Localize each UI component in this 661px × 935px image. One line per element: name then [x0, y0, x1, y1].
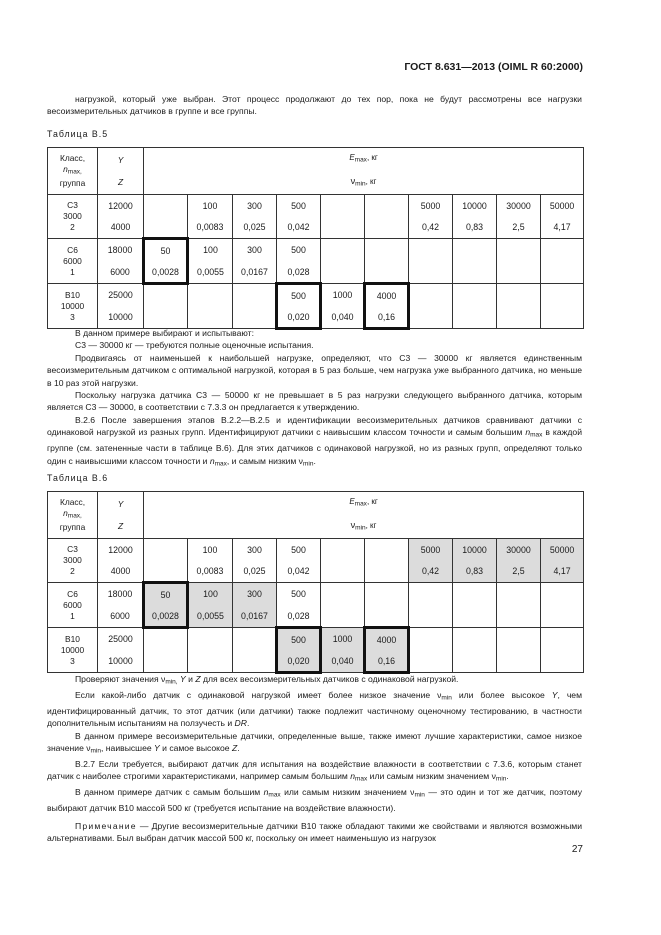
vmin-cell: 2,5 — [497, 216, 541, 239]
table-row — [48, 216, 584, 239]
emax-cell: 100 — [188, 195, 233, 217]
z-cell: 4000 — [98, 216, 144, 239]
vmin-cell — [188, 650, 233, 673]
emax-cell: 4000 — [365, 284, 409, 307]
emax-cell: 50000 — [541, 195, 584, 217]
class-group-cell: B10 10000 3 — [48, 284, 98, 329]
document-header: ГОСТ 8.631—2013 (OIML R 60:2000) — [404, 61, 583, 73]
table6-caption: Таблица В.6 — [47, 473, 109, 483]
vmin-cell: 0,0055 — [188, 261, 233, 284]
emax-cell — [497, 583, 541, 606]
vmin-cell: 0,042 — [277, 216, 321, 239]
vmin-cell — [144, 216, 188, 239]
end-text — [47, 673, 582, 844]
vmin-cell — [233, 306, 277, 329]
emax-cell — [409, 583, 453, 606]
emax-cell: 300 — [233, 195, 277, 217]
table-b6 — [47, 491, 584, 674]
vmin-cell — [144, 650, 188, 673]
vmin-cell — [188, 306, 233, 329]
y-cell: 12000 — [98, 195, 144, 217]
vmin-cell — [409, 261, 453, 284]
vmin-cell — [453, 605, 497, 628]
emax-cell — [233, 284, 277, 307]
emax-cell — [497, 628, 541, 651]
emax-cell: 100 — [188, 583, 233, 606]
vmin-cell: 0,025 — [233, 216, 277, 239]
z-cell: 6000 — [98, 605, 144, 628]
class-header: Класс, $n_{max,}$ группа — [48, 492, 98, 539]
vmin-cell — [453, 650, 497, 673]
emax-cell — [453, 284, 497, 307]
emax-cell: 500 — [277, 284, 321, 307]
emax-cell: 100 — [188, 239, 233, 262]
emax-cell: 50000 — [541, 539, 584, 561]
emax-cell — [365, 195, 409, 217]
emax-cell — [453, 583, 497, 606]
vmin-cell — [365, 560, 409, 583]
intro-paragraph — [47, 93, 582, 118]
vmin-cell: 0,42 — [409, 560, 453, 583]
page-number: 27 — [571, 844, 583, 855]
class-header: Класс, $n_{max,}$ группа — [48, 148, 98, 195]
mid-p1: В данном примере выбирают и испытывают: — [75, 328, 255, 338]
note-paragraph: Примечание — Другие весоизмерительные датчики B10 также обладают такими же свойствами и являются возможными альтернативами. Был выбран датчик массой 500 кг, поскольку он имеет наименьшую из нагрузок — [47, 820, 582, 843]
vmin-cell — [144, 306, 188, 329]
table-row — [48, 583, 584, 606]
end-p2: Если какой-либо датчик с одинаковой нагрузкой имеет более низкое значение $\nu_{min}$ или более высокое Y, чем идентифицированный датчик, то этот датчик (или датчики) также подлежит частичному оценочному тестированию, в частности дополнительным испытаниям на ползучесть и DR. — [47, 689, 582, 729]
emax-cell — [321, 239, 365, 262]
emax-cell: 300 — [233, 539, 277, 561]
vmin-cell: 0,0028 — [144, 261, 188, 284]
emax-cell — [409, 628, 453, 651]
vmin-cell: 0,16 — [365, 306, 409, 329]
emax-cell: 1000 — [321, 628, 365, 651]
table-b5 — [47, 147, 584, 330]
class-group-cell: C3 3000 2 — [48, 195, 98, 239]
class-group-cell: C6 6000 1 — [48, 239, 98, 284]
y-cell: 18000 — [98, 583, 144, 606]
yz-header: Y Z — [98, 148, 144, 195]
vmin-cell — [541, 261, 584, 284]
emax-vmin-header: $E_{max}$, кг $\nu_{min}$, кг — [144, 492, 584, 539]
y-cell: 25000 — [98, 284, 144, 307]
vmin-cell — [453, 306, 497, 329]
vmin-cell — [541, 650, 584, 673]
emax-cell: 50 — [144, 583, 188, 606]
vmin-cell: 0,020 — [277, 306, 321, 329]
vmin-cell — [409, 605, 453, 628]
emax-cell: 500 — [277, 583, 321, 606]
emax-cell — [365, 239, 409, 262]
vmin-cell — [453, 261, 497, 284]
emax-cell — [321, 583, 365, 606]
vmin-cell — [233, 650, 277, 673]
emax-cell — [144, 284, 188, 307]
emax-cell — [541, 583, 584, 606]
vmin-cell: 0,0083 — [188, 560, 233, 583]
mid-p4: Поскольку нагрузка датчика С3 — 50000 кг не превышает в 5 раз нагрузки следующего выбранного датчика, которым является С3 — 30000, в соответствии с 7.3.3 он предлагается к утверждению. — [47, 390, 582, 413]
vmin-cell — [365, 216, 409, 239]
vmin-cell — [497, 605, 541, 628]
emax-cell: 500 — [277, 239, 321, 262]
emax-cell — [541, 239, 584, 262]
vmin-cell: 0,0083 — [188, 216, 233, 239]
table-row — [48, 261, 584, 284]
end-p3: В данном примере весоизмерительные датчики, определенные выше, также имеют лучшие характеристики, самое низкое значение $\nu_{min}$, наивысшее Y и самое высокое Z. — [47, 730, 582, 755]
emax-cell: 500 — [277, 628, 321, 651]
z-cell: 10000 — [98, 306, 144, 329]
vmin-cell — [409, 306, 453, 329]
emax-cell: 5000 — [409, 539, 453, 561]
vmin-cell — [321, 261, 365, 284]
table6-header — [48, 492, 584, 539]
vmin-cell: 0,0167 — [233, 605, 277, 628]
vmin-cell: 2,5 — [497, 560, 541, 583]
emax-cell: 500 — [277, 195, 321, 217]
emax-cell: 10000 — [453, 195, 497, 217]
vmin-cell: 4,17 — [541, 216, 584, 239]
z-cell: 4000 — [98, 560, 144, 583]
table-row — [48, 605, 584, 628]
vmin-cell: 0,025 — [233, 560, 277, 583]
emax-cell — [453, 628, 497, 651]
vmin-cell: 0,028 — [277, 605, 321, 628]
end-p1: Проверяют значения $\nu_{min,}$ Y и Z для всех весоизмерительных датчиков с одинаковой нагрузкой. — [75, 674, 459, 686]
vmin-cell: 0,42 — [409, 216, 453, 239]
yz-header: Y Z — [98, 492, 144, 539]
table-row — [48, 195, 584, 217]
end-p5: В данном примере датчик с самым большим $n_{max}$ или самым низким значением $\nu_{min}$ — это один и тот же датчик, поэтому выбирают датчик B10 массой 500 кг (требуется испытание на воздействие влажности). — [47, 787, 582, 814]
vmin-cell — [497, 650, 541, 673]
emax-cell — [365, 583, 409, 606]
emax-cell — [409, 284, 453, 307]
vmin-cell: 0,0167 — [233, 261, 277, 284]
vmin-cell: 0,0028 — [144, 605, 188, 628]
table5-header — [48, 148, 584, 195]
emax-cell — [541, 628, 584, 651]
middle-text — [47, 327, 582, 470]
y-cell: 18000 — [98, 239, 144, 262]
emax-cell: 4000 — [365, 628, 409, 651]
emax-cell — [497, 284, 541, 307]
vmin-cell: 4,17 — [541, 560, 584, 583]
emax-cell — [144, 539, 188, 561]
end-p4: В.2.7 Если требуется, выбирают датчик для испытания на воздействие влажности в соответствии с 7.3.6, которым станет датчик с наиболее строгими характеристиками, например самым большим $n_{max}$ или самым низким значением $\nu_{min}$. — [47, 758, 582, 783]
vmin-cell — [365, 261, 409, 284]
emax-cell — [188, 628, 233, 651]
emax-cell: 50 — [144, 239, 188, 262]
vmin-cell — [321, 560, 365, 583]
emax-cell: 300 — [233, 583, 277, 606]
emax-cell — [409, 239, 453, 262]
z-cell: 6000 — [98, 261, 144, 284]
mid-p5: В.2.6 После завершения этапов В.2.2—В.2.5 и идентификации весоизмерительных датчиков сравнивают датчики с одинаковой нагрузкой из разных групп. Идентифицируют датчики с наивысшим классом точности и самым большим $n_{max}$ в каждой группе (см. затененные части в таблице В.6). Для этих датчиков с одинаковой нагрузкой, но из разных групп, определяют только один с наивысшими классом точности и $n_{max}$, и самым низким $\nu_{min}$. — [47, 414, 582, 468]
emax-cell — [321, 195, 365, 217]
emax-cell: 1000 — [321, 284, 365, 307]
table-row — [48, 628, 584, 651]
vmin-cell — [541, 306, 584, 329]
table-row — [48, 306, 584, 329]
emax-cell: 300 — [233, 239, 277, 262]
table-row — [48, 650, 584, 673]
vmin-cell: 0,16 — [365, 650, 409, 673]
table-row — [48, 284, 584, 307]
emax-cell — [233, 628, 277, 651]
emax-cell — [144, 628, 188, 651]
emax-cell — [365, 539, 409, 561]
vmin-cell — [144, 560, 188, 583]
vmin-cell: 0,83 — [453, 560, 497, 583]
vmin-cell — [541, 605, 584, 628]
vmin-cell: 0,0055 — [188, 605, 233, 628]
vmin-cell — [409, 650, 453, 673]
emax-cell: 5000 — [409, 195, 453, 217]
vmin-cell — [497, 261, 541, 284]
emax-cell — [541, 284, 584, 307]
vmin-cell: 0,83 — [453, 216, 497, 239]
vmin-cell: 0,040 — [321, 650, 365, 673]
emax-cell — [453, 239, 497, 262]
vmin-cell: 0,028 — [277, 261, 321, 284]
emax-cell: 500 — [277, 539, 321, 561]
table-row — [48, 239, 584, 262]
emax-cell — [321, 539, 365, 561]
vmin-cell — [365, 605, 409, 628]
y-cell: 12000 — [98, 539, 144, 561]
vmin-cell — [321, 605, 365, 628]
emax-cell: 30000 — [497, 539, 541, 561]
emax-vmin-header: $E_{max}$, кг $\nu_{min}$, кг — [144, 148, 584, 195]
vmin-cell — [321, 216, 365, 239]
vmin-cell — [497, 306, 541, 329]
z-cell: 10000 — [98, 650, 144, 673]
vmin-cell: 0,042 — [277, 560, 321, 583]
emax-cell — [144, 195, 188, 217]
intro-text: нагрузкой, который уже выбран. Этот процесс продолжают до тех пор, пока не будут рассмотрены все нагрузки весоизмерительных датчиков в группе и все группы. — [47, 94, 582, 117]
y-cell: 25000 — [98, 628, 144, 651]
mid-p2: С3 — 30000 кг — требуются полные оценочные испытания. — [75, 340, 314, 351]
table-row — [48, 560, 584, 583]
emax-cell — [497, 239, 541, 262]
vmin-cell: 0,040 — [321, 306, 365, 329]
class-group-cell: B10 10000 3 — [48, 628, 98, 673]
mid-p3: Продвигаясь от наименьшей к наибольшей нагрузке, определяют, что С3 — 30000 кг является единственным весоизмерительным датчиком с оптимальной нагрузкой, которая в 5 раз больше, чем нагрузка уже выбранного датчика, но меньше в 10 раз этой нагрузки. — [47, 352, 582, 388]
class-group-cell: C6 6000 1 — [48, 583, 98, 628]
class-group-cell: C3 3000 2 — [48, 539, 98, 583]
table-row — [48, 539, 584, 561]
emax-cell: 30000 — [497, 195, 541, 217]
table5-caption: Таблица В.5 — [47, 129, 109, 139]
emax-cell: 10000 — [453, 539, 497, 561]
emax-cell: 100 — [188, 539, 233, 561]
emax-cell — [188, 284, 233, 307]
vmin-cell: 0,020 — [277, 650, 321, 673]
